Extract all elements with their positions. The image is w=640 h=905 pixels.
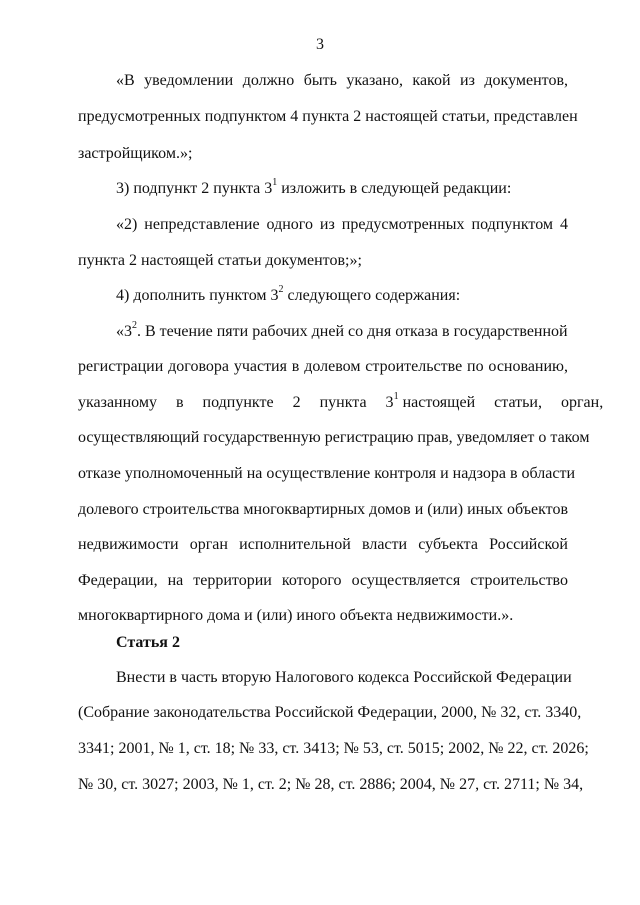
superscript: 1: [393, 390, 399, 402]
text-span: 4) дополнить пунктом 3: [116, 287, 279, 304]
text-span: следующего содержания:: [287, 287, 461, 304]
article-heading: Статья 2: [116, 634, 180, 651]
text-line: долевого строительства многоквартирных домов и (или) иных объектов: [78, 501, 568, 518]
text-line: регистрации договора участия в долевом строительстве по основанию,: [78, 358, 568, 375]
text-line: [116, 321, 568, 343]
superscript: 1: [272, 176, 278, 188]
page-number: 3: [316, 36, 324, 53]
text-line: «2) непредставление одного из предусмотренных подпунктом 4: [116, 216, 568, 233]
text-line: Федерации, на территории которого осуществляется строительство: [78, 572, 568, 589]
text-line: «В уведомлении должно быть указано, какой из документов,: [116, 72, 568, 89]
superscript: 2: [132, 319, 137, 331]
text-span: указанному в подпункте 2 пункта 3: [78, 394, 394, 411]
superscript: 2: [278, 283, 284, 295]
text-line: многоквартирного дома и (или) иного объекта недвижимости.».: [78, 607, 514, 624]
text-span: «3: [116, 323, 132, 340]
text-line: [116, 285, 568, 307]
text-span: изложить в следующей редакции:: [281, 180, 512, 197]
text-line: предусмотренных подпунктом 4 пункта 2 настоящей статьи, представлен: [78, 108, 578, 125]
text-line: осуществляющий государственную регистрацию прав, уведомляет о таком: [78, 429, 590, 446]
text-line: (Собрание законодательства Российской Федерации, 2000, № 32, ст. 3340,: [78, 704, 582, 721]
text-line: [78, 390, 604, 414]
text-line: пункта 2 настоящей статьи документов;»;: [78, 252, 362, 269]
text-line: 3341; 2001, № 1, ст. 18; № 33, ст. 3413; № 53, ст. 5015; 2002, № 22, ст. 2026;: [78, 740, 589, 757]
text-line: отказе уполномоченный на осуществление контроля и надзора в области: [78, 465, 576, 482]
text-line: [116, 178, 568, 200]
text-line: Внести в часть вторую Налогового кодекса Российской Федерации: [116, 669, 572, 686]
text-line: недвижимости орган исполнительной власти субъекта Российской: [78, 536, 568, 553]
text-span: . В течение пяти рабочих дней со дня отказа в государственной: [137, 323, 568, 340]
text-span: настоящей статьи, орган,: [402, 394, 604, 411]
text-line: застройщиком.»;: [78, 145, 193, 162]
text-line: № 30, ст. 3027; 2003, № 1, ст. 2; № 28, ст. 2886; 2004, № 27, ст. 2711; № 34,: [78, 776, 584, 793]
text-span: 3) подпункт 2 пункта 3: [116, 180, 273, 197]
